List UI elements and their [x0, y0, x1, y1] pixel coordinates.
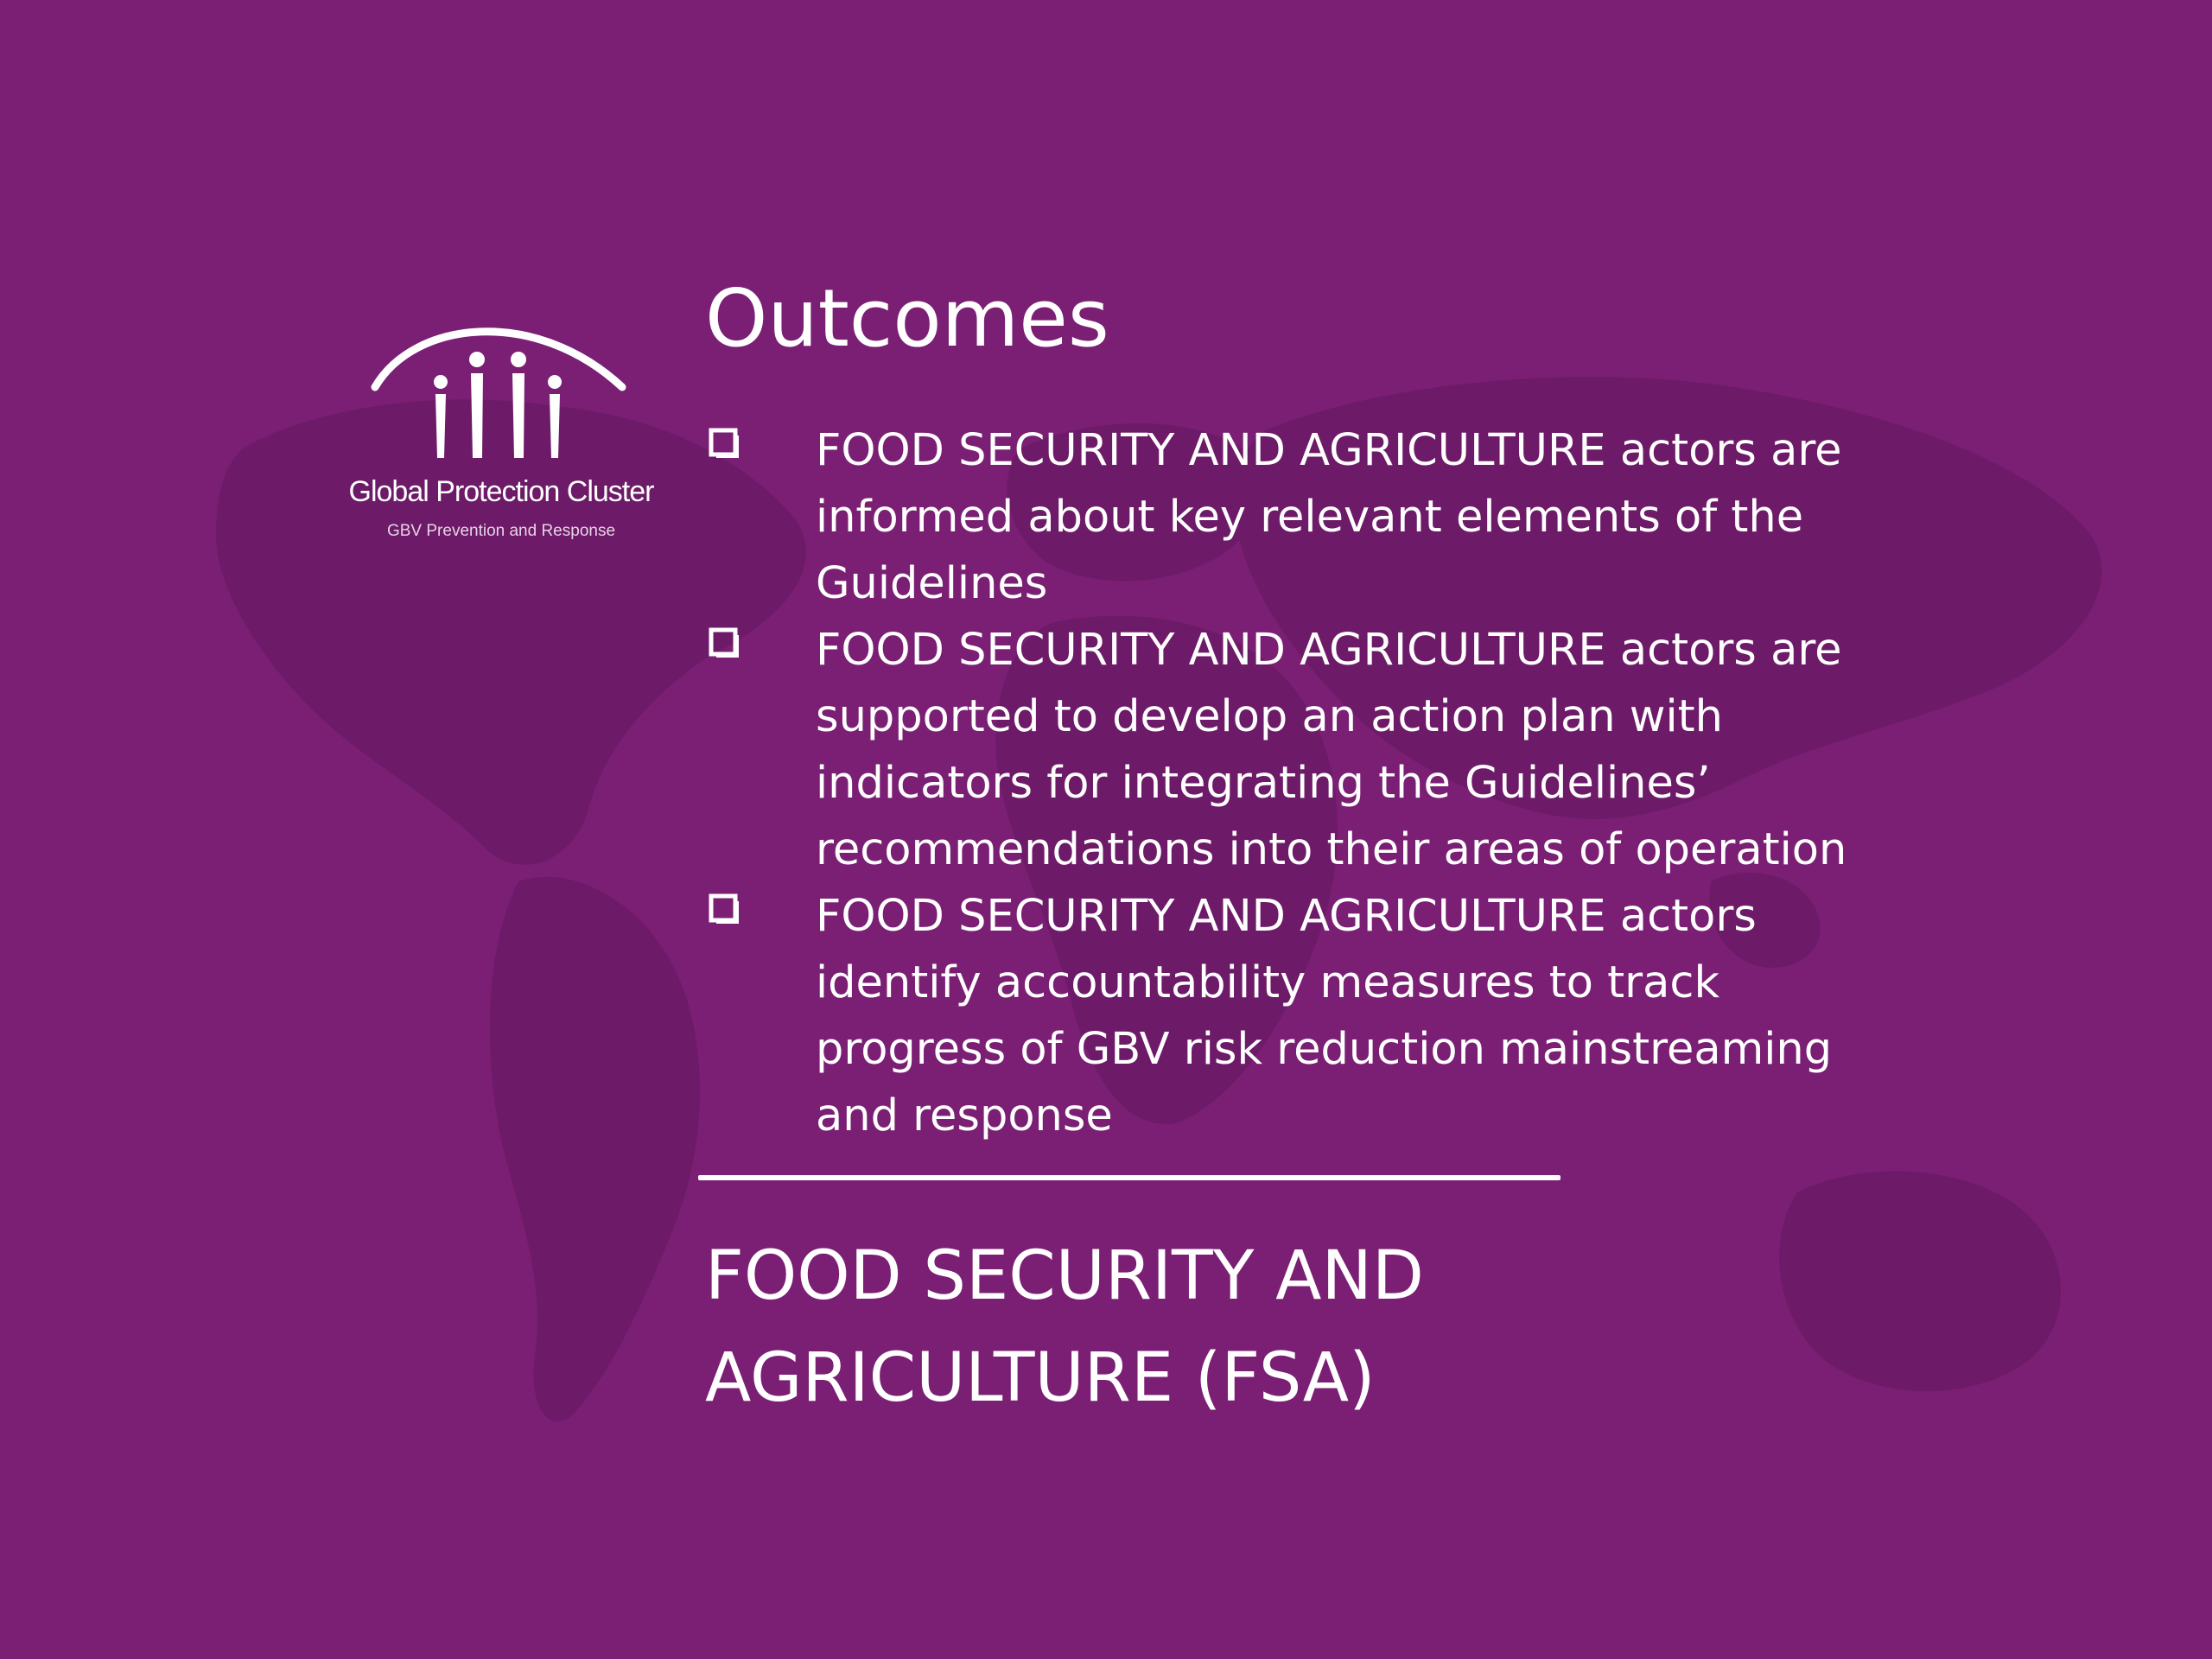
outcome-text: FOOD SECURITY AND AGRICULTURE actors are supported to develop an action plan with indicators for integrating the Guidelines’ recommendations into their areas of operation: [816, 625, 1847, 875]
outcome-text: FOOD SECURITY AND AGRICULTURE actors identify accountability measures to track progress of GBV risk reduction mainstreaming and response: [816, 891, 1833, 1141]
outcomes-list: [705, 417, 1915, 1149]
logo-subtitle: GBV Prevention and Response: [386, 522, 616, 540]
outcome-item: [705, 417, 1915, 617]
logo: [346, 311, 657, 562]
people-under-arch-icon: [346, 311, 657, 475]
checkbox-icon: [709, 893, 740, 925]
outcome-item: [705, 617, 1915, 883]
checkbox-icon: [709, 428, 740, 459]
logo-title: Global Protection Cluster: [348, 475, 654, 508]
divider: [698, 1175, 1560, 1180]
checkbox-icon: [709, 627, 740, 658]
slide-subtitle: FOOD SECURITY AND AGRICULTURE (FSA): [705, 1237, 1424, 1417]
slide-heading: Outcomes: [705, 272, 1109, 365]
outcome-text: FOOD SECURITY AND AGRICULTURE actors are informed about key relevant elements of the Guidelines: [816, 425, 1842, 609]
outcome-item: [705, 883, 1915, 1149]
